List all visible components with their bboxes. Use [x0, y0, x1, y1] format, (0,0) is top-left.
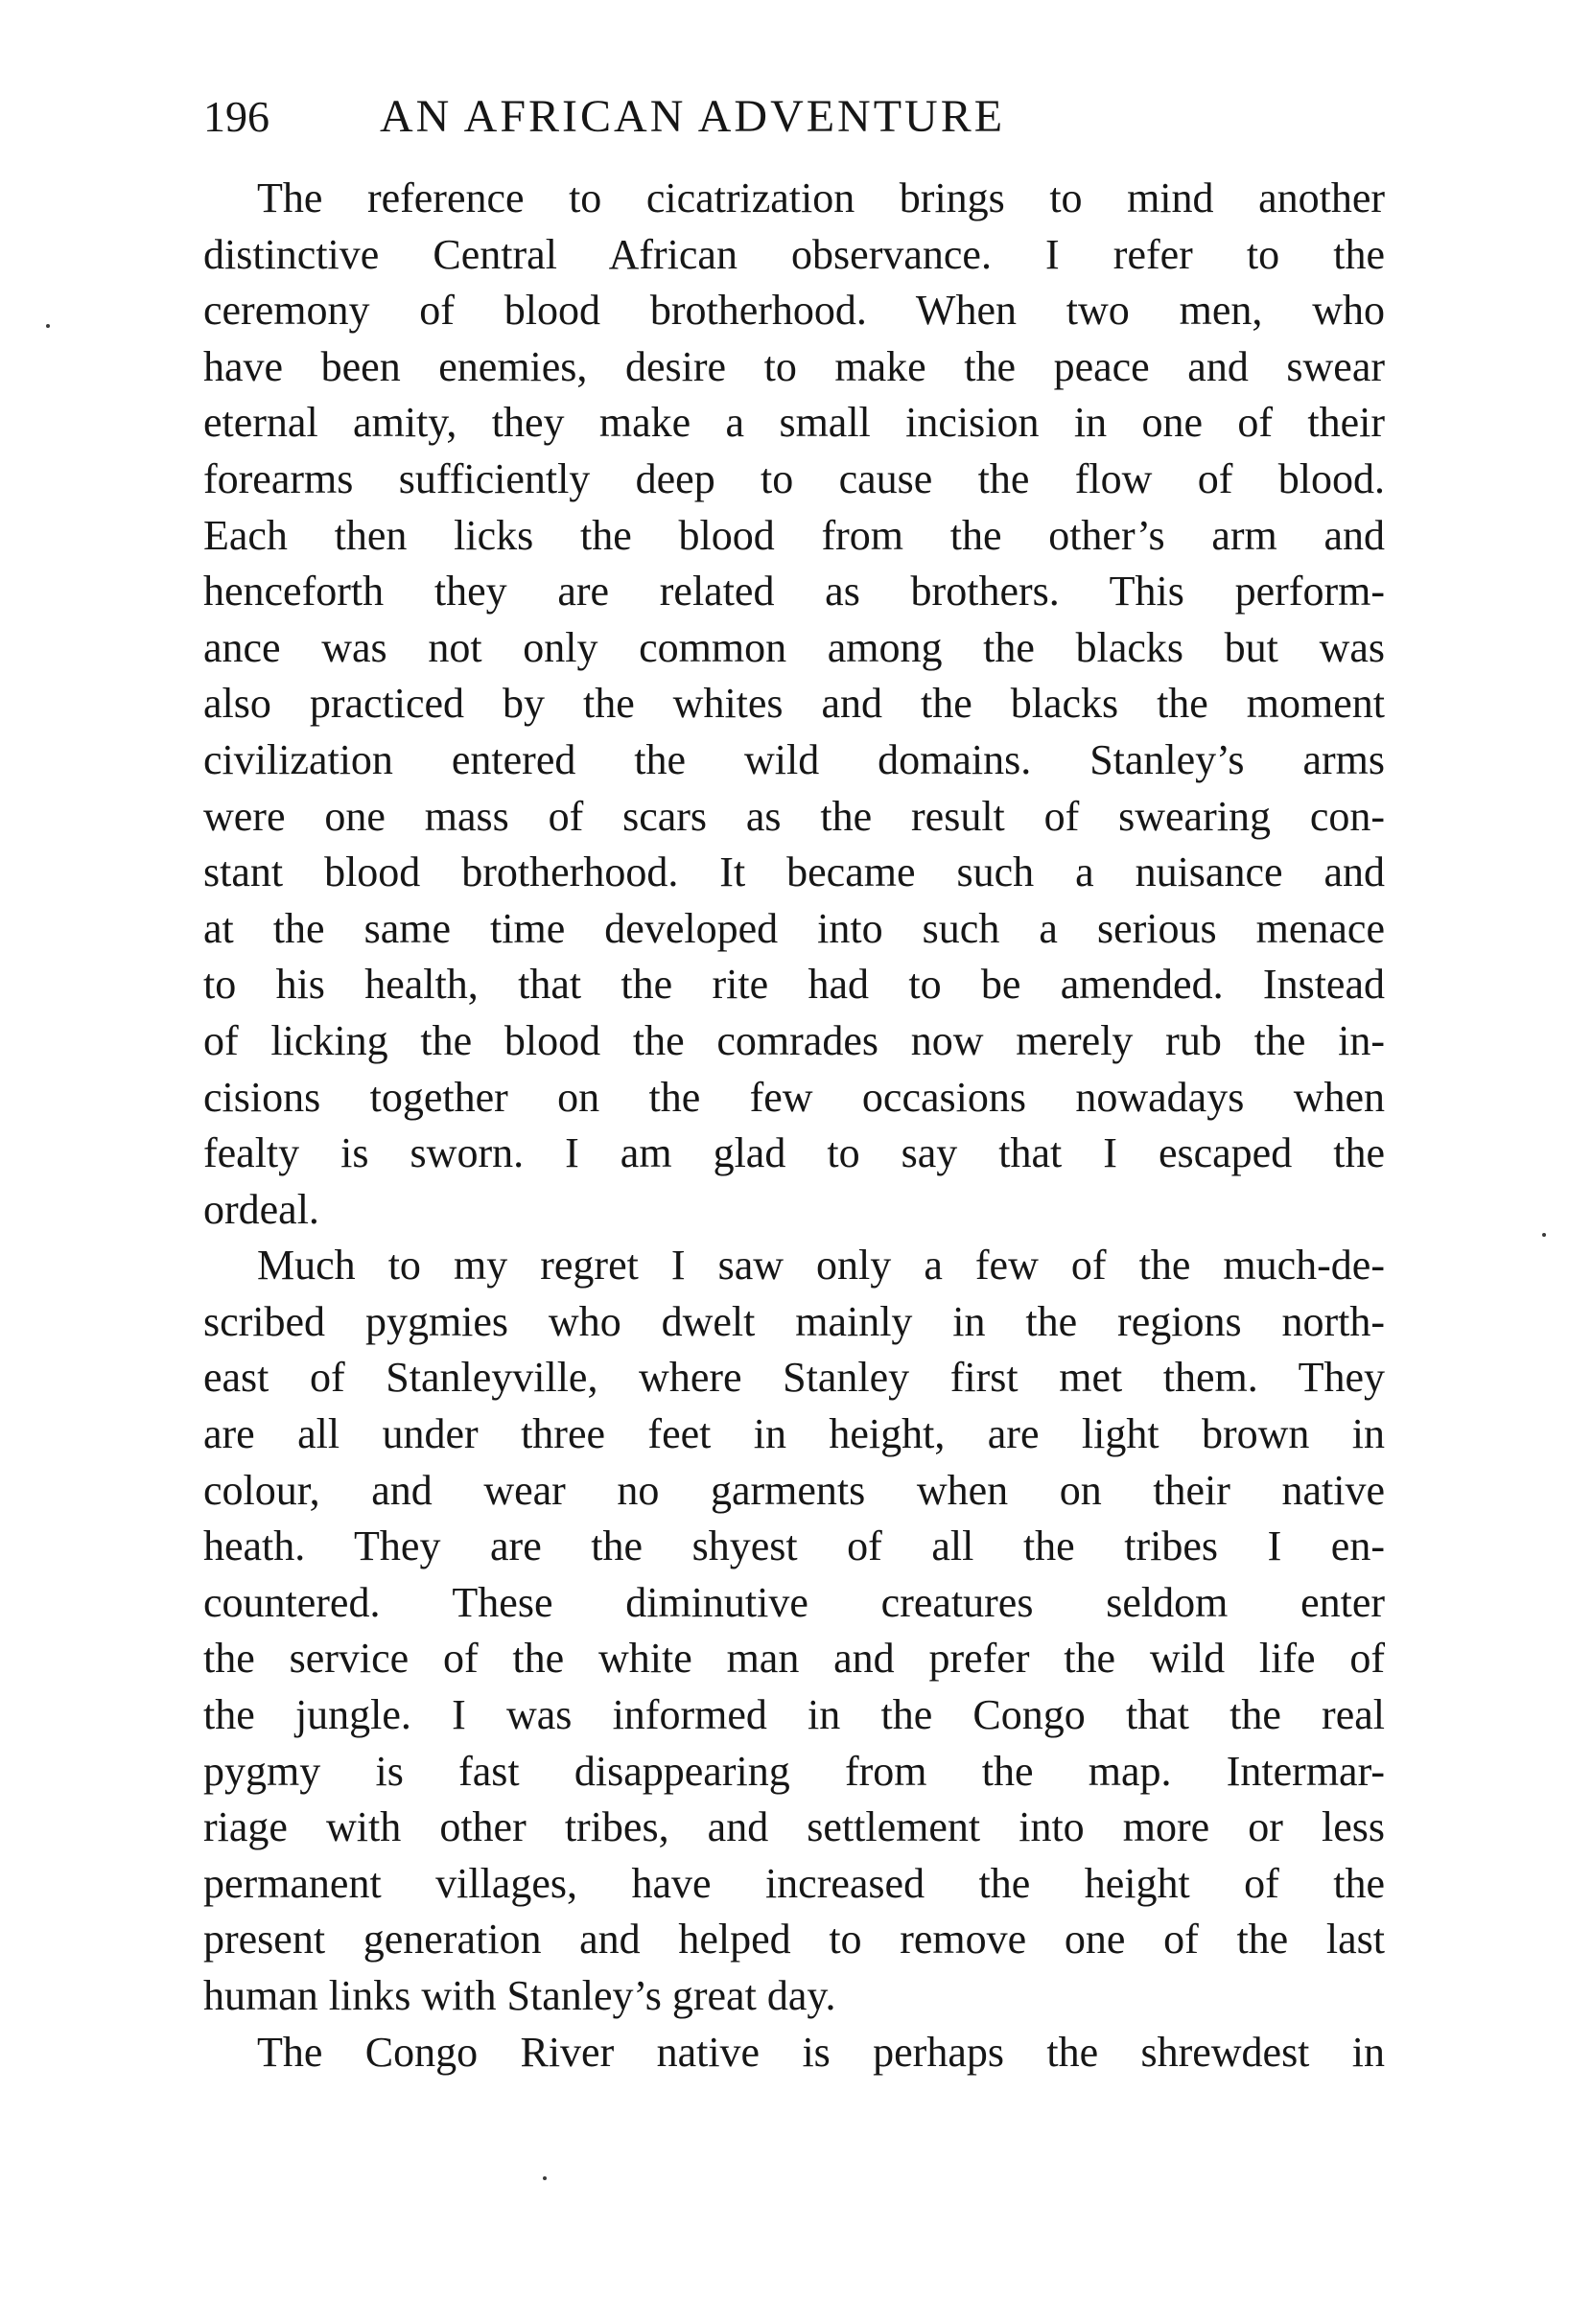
text-line: ordeal. [203, 1185, 319, 1233]
text-line: east of Stanleyville, where Stanley first met them. They [203, 1354, 1385, 1402]
text-line: human links with Stanley’s great day. [203, 1972, 836, 2019]
text-line: present generation and helped to remove one of the last [203, 1916, 1385, 1964]
text-line: The reference to cicatrization brings to mind another [257, 174, 1385, 221]
text-line: Each then licks the blood from the other’s arm and [203, 511, 1385, 559]
text-line: riage with other tribes, and settlement into more or less [203, 1803, 1385, 1851]
text-line: also practiced by the whites and the blacks the moment [203, 680, 1385, 728]
text-line: The Congo River native is perhaps the shrewdest in [257, 2028, 1385, 2076]
text-line: civilization entered the wild domains. Stanley’s arms [203, 735, 1385, 783]
paper-speck [1542, 1233, 1546, 1237]
page-header [203, 79, 1383, 155]
text-line: stant blood brotherhood. It became such a nuisance and [203, 848, 1385, 896]
text-line: are all under three feet in height, are light brown in [203, 1410, 1385, 1458]
text-line: ceremony of blood brotherhood. When two men, who [203, 287, 1385, 335]
text-line: Much to my regret I saw only a few of the much-de- [257, 1242, 1385, 1290]
text-line: have been enemies, desire to make the peace and swear [203, 342, 1385, 390]
text-line: heath. They are the shyest of all the tribes I en- [203, 1522, 1385, 1570]
text-line: pygmy is fast disappearing from the map. Intermar- [203, 1747, 1385, 1795]
text-line: scribed pygmies who dwelt mainly in the regions north- [203, 1297, 1385, 1345]
running-title: AN AFRICAN ADVENTURE [380, 91, 1006, 142]
text-line: ance was not only common among the blacks but was [203, 623, 1385, 671]
text-line: the service of the white man and prefer the wild life of [203, 1635, 1385, 1683]
text-line: countered. These diminutive creatures seldom enter [203, 1578, 1385, 1626]
text-line: cisions together on the few occasions nowadays when [203, 1073, 1385, 1121]
text-line: colour, and wear no garments when on their native [203, 1466, 1385, 1514]
text-line: to his health, that the rite had to be amended. Instead [203, 961, 1385, 1009]
paper-speck [46, 324, 50, 328]
body-text [203, 171, 1385, 2080]
page-number: 196 [203, 92, 269, 141]
text-line: eternal amity, they make a small incision in one of their [203, 399, 1385, 447]
text-line: fealty is sworn. I am glad to say that I escaped the [203, 1129, 1385, 1177]
text-line: at the same time developed into such a serious menace [203, 904, 1385, 952]
paper-speck [543, 2176, 547, 2180]
text-line: of licking the blood the comrades now merely rub the in- [203, 1016, 1385, 1064]
text-line: the jungle. I was informed in the Congo that the real [203, 1691, 1385, 1739]
text-line: distinctive Central African observance. I refer to the [203, 230, 1385, 278]
text-line: were one mass of scars as the result of swearing con- [203, 792, 1385, 840]
text-line: forearms sufficiently deep to cause the flow of blood. [203, 454, 1385, 502]
text-line: henceforth they are related as brothers. This perform- [203, 568, 1385, 616]
text-line: permanent villages, have increased the height of the [203, 1859, 1385, 1907]
